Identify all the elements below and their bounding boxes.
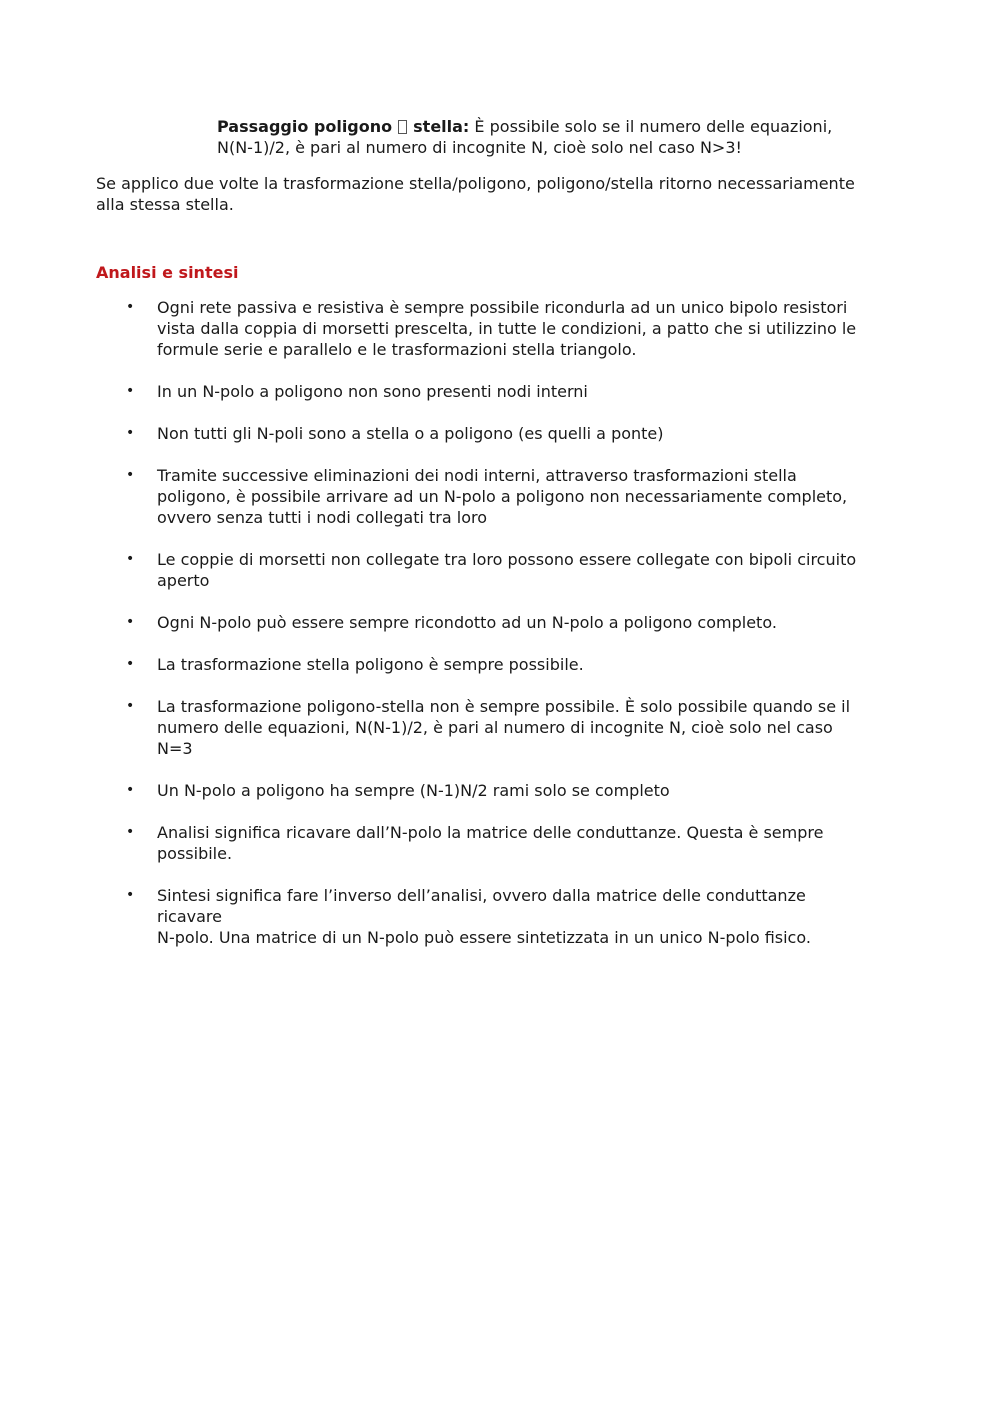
list-item	[96, 612, 896, 633]
passaggio-text-line1: È possibile solo se il numero delle equazioni,	[474, 117, 833, 136]
passaggio-paragraph	[217, 116, 857, 158]
list-item	[96, 780, 896, 801]
list-item-line: formule serie e parallelo e le trasformazioni stella triangolo.	[157, 340, 637, 359]
stella-poligono-paragraph	[96, 173, 896, 215]
list-item	[96, 696, 896, 759]
list-item	[96, 381, 896, 402]
list-item	[96, 822, 896, 864]
list-item-line: poligono, è possibile arrivare ad un N-polo a poligono non necessariamente completo,	[157, 487, 848, 506]
list-item	[96, 297, 896, 360]
bullet-icon: •	[126, 887, 135, 903]
list-item	[96, 885, 896, 948]
list-item	[96, 549, 896, 591]
bullet-icon: •	[126, 656, 135, 672]
bullet-icon: •	[126, 299, 135, 315]
list-item-line: La trasformazione poligono-stella non è sempre possibile. È solo possibile quando se il	[157, 697, 851, 716]
bullet-icon: •	[126, 614, 135, 630]
missing-glyph-icon	[398, 120, 407, 134]
section-heading: Analisi e sintesi	[96, 263, 239, 282]
list-item-line: possibile.	[157, 844, 233, 863]
bullet-icon: •	[126, 383, 135, 399]
passaggio-label: Passaggio poligono	[217, 117, 393, 136]
list-item-line: Non tutti gli N-poli sono a stella o a poligono (es quelli a ponte)	[157, 424, 664, 443]
list-item-line: ricavare	[157, 907, 222, 926]
bullet-icon: •	[126, 551, 135, 567]
list-item	[96, 423, 896, 444]
bullet-icon: •	[126, 425, 135, 441]
paragraph-line1: Se applico due volte la trasformazione stella/poligono, poligono/stella ritorno necessariamente	[96, 174, 855, 193]
list-item-line: numero delle equazioni, N(N-1)/2, è pari al numero di incognite N, cioè solo nel caso	[157, 718, 833, 737]
passaggio-label-after: stella:	[413, 117, 470, 136]
list-item-line: ovvero senza tutti i nodi collegati tra loro	[157, 508, 487, 527]
list-item-line: aperto	[157, 571, 210, 590]
list-item	[96, 465, 896, 528]
list-item-line: Ogni N-polo può essere sempre ricondotto ad un N-polo a poligono completo.	[157, 613, 777, 632]
list-item-line: In un N-polo a poligono non sono presenti nodi interni	[157, 382, 588, 401]
list-item-line: Le coppie di morsetti non collegate tra loro possono essere collegate con bipoli circuito	[157, 550, 857, 569]
bullet-list	[96, 297, 896, 969]
list-item-line: N-polo. Una matrice di un N-polo può essere sintetizzata in un unico N-polo fisico.	[157, 928, 811, 947]
list-item-line: Ogni rete passiva e resistiva è sempre possibile ricondurla ad un unico bipolo resistori	[157, 298, 848, 317]
list-item-line: Tramite successive eliminazioni dei nodi interni, attraverso trasformazioni stella	[157, 466, 797, 485]
list-item-line: N=3	[157, 739, 193, 758]
list-item-line: Analisi significa ricavare dall’N-polo la matrice delle conduttanze. Questa è sempre	[157, 823, 824, 842]
list-item-line: Un N-polo a poligono ha sempre (N-1)N/2 rami solo se completo	[157, 781, 670, 800]
list-item-line: vista dalla coppia di morsetti prescelta, in tutte le condizioni, a patto che si utilizzino le	[157, 319, 857, 338]
bullet-icon: •	[126, 698, 135, 714]
list-item-line: Sintesi significa fare l’inverso dell’analisi, ovvero dalla matrice delle conduttanze	[157, 886, 806, 905]
bullet-icon: •	[126, 467, 135, 483]
bullet-icon: •	[126, 824, 135, 840]
list-item-line: La trasformazione stella poligono è sempre possibile.	[157, 655, 584, 674]
list-item	[96, 654, 896, 675]
passaggio-text-line2: N(N-1)/2, è pari al numero di incognite N, cioè solo nel caso N>3!	[217, 138, 742, 157]
paragraph-line2: alla stessa stella.	[96, 195, 234, 214]
bullet-icon: •	[126, 782, 135, 798]
